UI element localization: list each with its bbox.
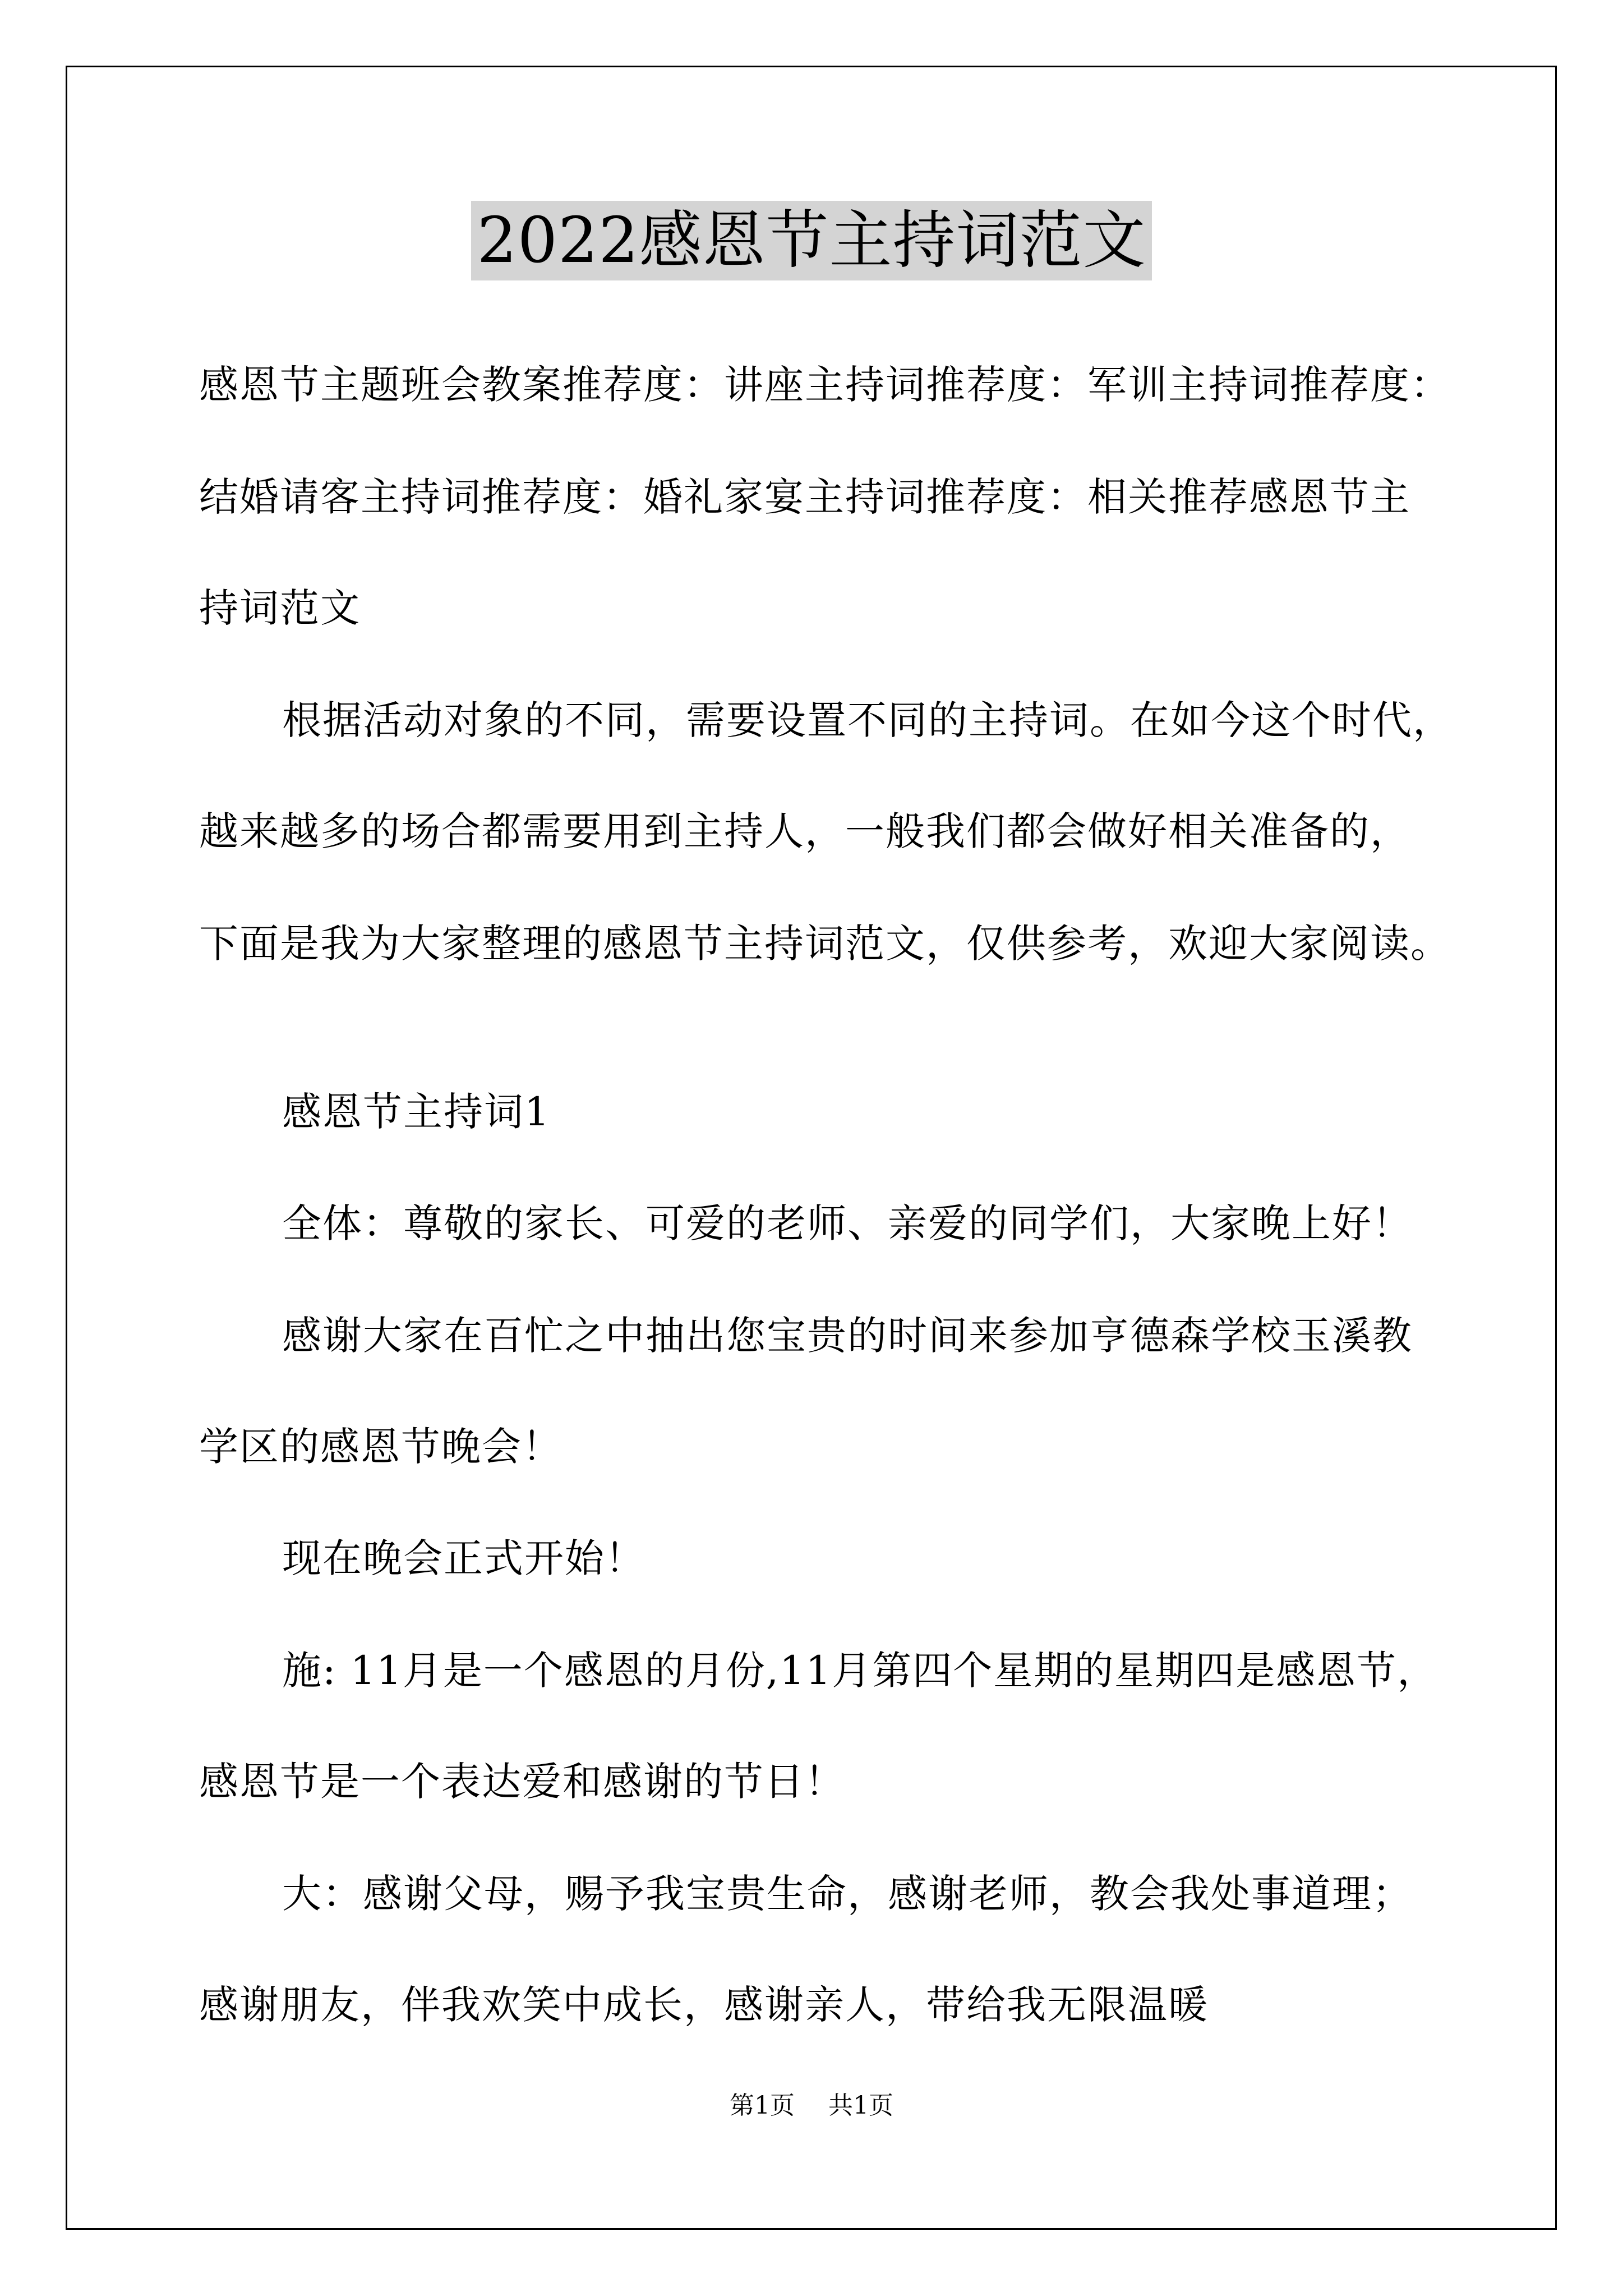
text-line: 感恩节是一个表达爱和感谢的节日！: [199, 1759, 845, 1805]
paragraph-line: 全体：尊敬的家长、可爱的老师、亲爱的同学们，大家晚上好！: [282, 1200, 1413, 1246]
paragraph-line: 施: 11月是一个感恩的月份,11月第四个星期的星期四是感恩节，: [282, 1648, 1438, 1694]
paragraph-line: 感谢大家在百忙之中抽出您宝贵的时间来参加亨德森学校玉溪教: [282, 1313, 1413, 1359]
section-heading: 感恩节主持词1: [282, 1089, 551, 1135]
text-line: 感谢朋友，伴我欢笑中成长，感谢亲人，带给我无限温暖: [199, 1982, 1209, 2028]
text-line: 持词范文: [199, 585, 361, 631]
text-line: 下面是我为大家整理的感恩节主持词范文，仅供参考，欢迎大家阅读。: [199, 921, 1451, 967]
text-line: 越来越多的场合都需要用到主持人，一般我们都会做好相关准备的，: [199, 808, 1410, 854]
page-footer: [0, 2085, 1623, 2121]
page-number: 第1页: [730, 2091, 795, 2120]
page-total: 共1页: [828, 2091, 893, 2120]
text-line: 学区的感恩节晚会！: [199, 1424, 562, 1470]
paragraph-line: 根据活动对象的不同，需要设置不同的主持词。在如今这个时代，: [282, 697, 1453, 743]
paragraph-line: 现在晚会正式开始！: [282, 1535, 645, 1581]
title-container: [0, 201, 1623, 280]
text-line: 感恩节主题班会教案推荐度：讲座主持词推荐度：军训主持词推荐度：: [199, 362, 1451, 408]
text-line: 结婚请客主持词推荐度：婚礼家宴主持词推荐度：相关推荐感恩节主: [199, 474, 1410, 520]
paragraph-line: 大：感谢父母，赐予我宝贵生命，感谢老师，教会我处事道理；: [282, 1871, 1413, 1917]
document-title: 2022感恩节主持词范文: [471, 201, 1151, 280]
